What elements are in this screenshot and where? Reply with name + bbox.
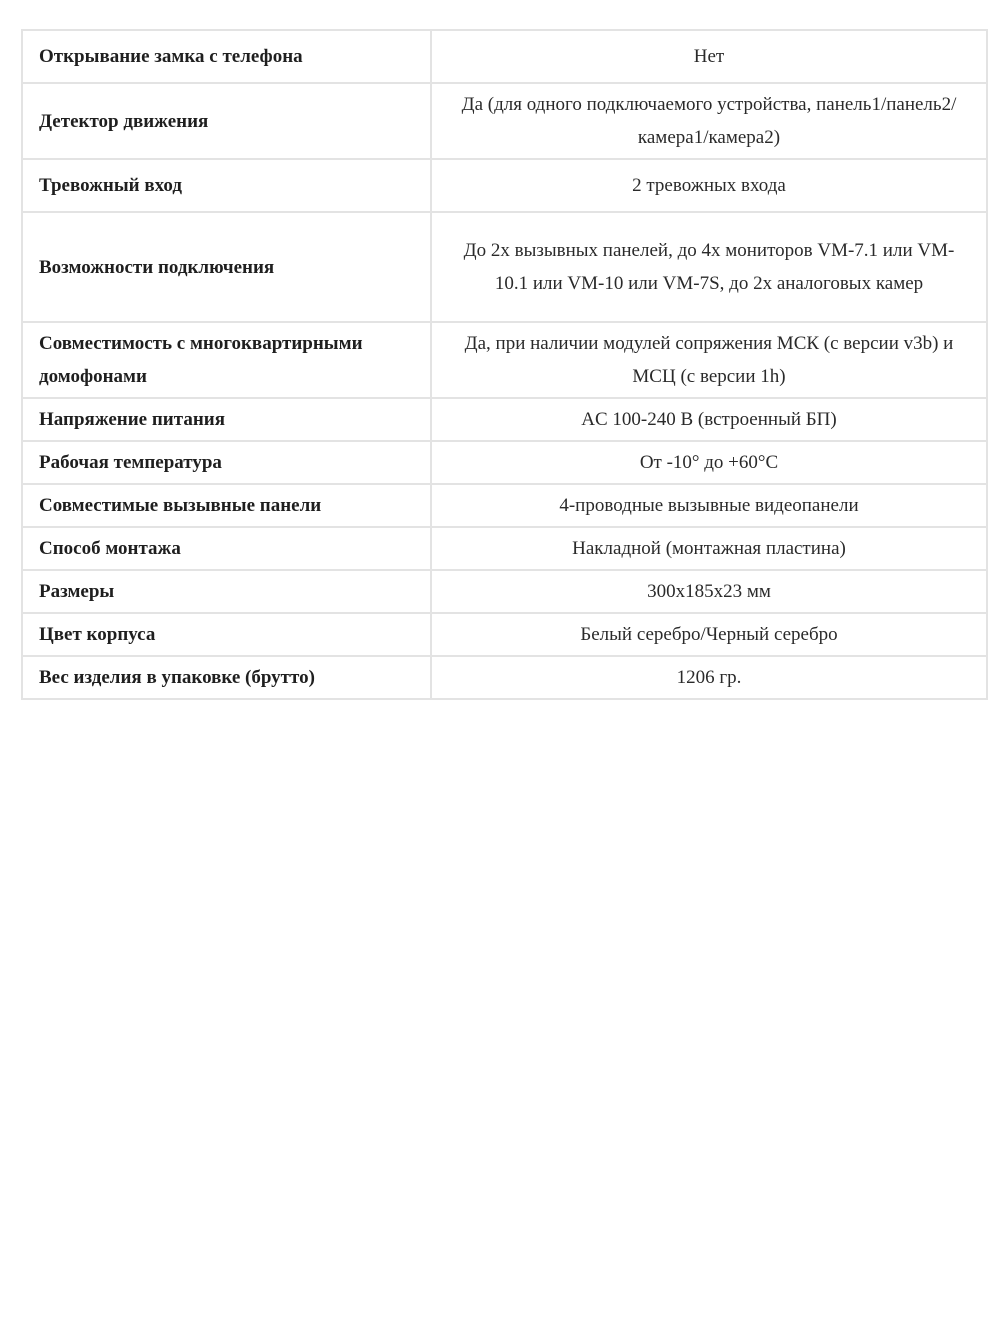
spec-value: Да (для одного подключаемого устройства, панель1/панель2/камера1/камера2)	[431, 83, 987, 159]
spec-value: AC 100-240 В (встроенный БП)	[431, 398, 987, 441]
table-row	[22, 30, 987, 83]
spec-value: 2 тревожных входа	[431, 159, 987, 212]
table-row	[22, 613, 987, 656]
spec-label: Вес изделия в упаковке (брутто)	[22, 656, 431, 699]
spec-value: 4-проводные вызывные видеопанели	[431, 484, 987, 527]
spec-value: Накладной (монтажная пластина)	[431, 527, 987, 570]
spec-value: От -10° до +60°С	[431, 441, 987, 484]
spec-value: Белый серебро/Черный серебро	[431, 613, 987, 656]
table-row	[22, 212, 987, 322]
table-row	[22, 322, 987, 398]
table-row	[22, 398, 987, 441]
spec-value: До 2х вызывных панелей, до 4х мониторов VM-7.1 или VM-10.1 или VM-10 или VM-7S, до 2х аналоговых камер	[431, 212, 987, 322]
spec-value: 1206 гр.	[431, 656, 987, 699]
table-row	[22, 484, 987, 527]
spec-label: Тревожный вход	[22, 159, 431, 212]
table-row	[22, 441, 987, 484]
spec-label: Способ монтажа	[22, 527, 431, 570]
spec-label: Открывание замка с телефона	[22, 30, 431, 83]
spec-label: Совместимость с многоквартирными домофонами	[22, 322, 431, 398]
spec-label: Рабочая температура	[22, 441, 431, 484]
spec-value: Да, при наличии модулей сопряжения МСК (с версии v3b) и МСЦ (с версии 1h)	[431, 322, 987, 398]
table-row	[22, 656, 987, 699]
spec-label: Совместимые вызывные панели	[22, 484, 431, 527]
table-row	[22, 527, 987, 570]
table-row	[22, 83, 987, 159]
spec-label: Напряжение питания	[22, 398, 431, 441]
spec-label: Детектор движения	[22, 83, 431, 159]
spec-value: 300х185х23 мм	[431, 570, 987, 613]
spec-label: Возможности подключения	[22, 212, 431, 322]
spec-value: Нет	[431, 30, 987, 83]
spec-table	[21, 29, 988, 700]
spec-label: Размеры	[22, 570, 431, 613]
table-row	[22, 159, 987, 212]
spec-label: Цвет корпуса	[22, 613, 431, 656]
table-row	[22, 570, 987, 613]
